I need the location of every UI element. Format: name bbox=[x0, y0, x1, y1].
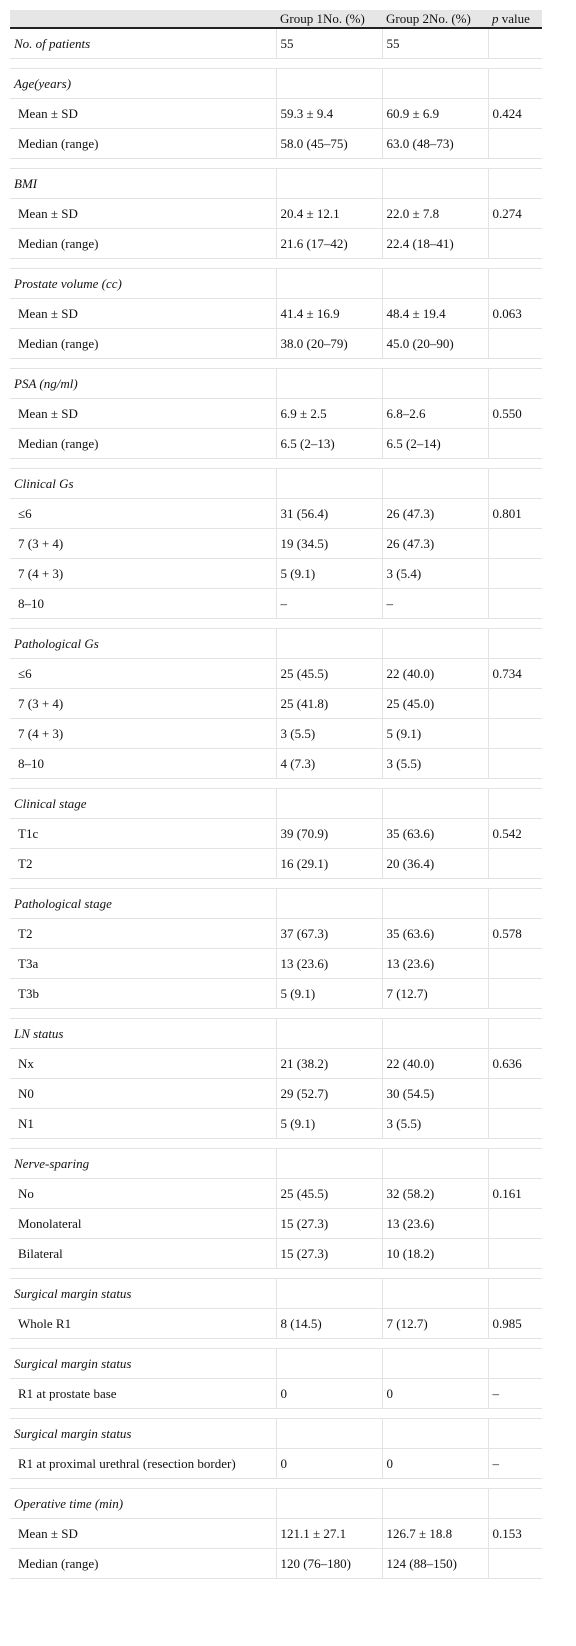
empty-cell bbox=[382, 1279, 488, 1309]
row-label: Bilateral bbox=[10, 1239, 276, 1269]
empty-cell bbox=[488, 1149, 542, 1179]
row-label: Mean ± SD bbox=[10, 299, 276, 329]
p-value bbox=[488, 849, 542, 879]
empty-cell bbox=[276, 1489, 382, 1519]
group-1-value: 4 (7.3) bbox=[276, 749, 382, 779]
group-1-value: 5 (9.1) bbox=[276, 979, 382, 1009]
spacer-cell bbox=[10, 779, 542, 789]
table-row bbox=[10, 129, 542, 159]
table-row bbox=[10, 1379, 542, 1409]
group-1-value: 37 (67.3) bbox=[276, 919, 382, 949]
group-1-value: 31 (56.4) bbox=[276, 499, 382, 529]
group-2-value: 7 (12.7) bbox=[382, 1309, 488, 1339]
p-value bbox=[488, 28, 542, 59]
table-row bbox=[10, 659, 542, 689]
spacer-cell bbox=[10, 59, 542, 69]
p-value bbox=[488, 1079, 542, 1109]
group-1-value: 21.6 (17–42) bbox=[276, 229, 382, 259]
table-row bbox=[10, 819, 542, 849]
spacer-row bbox=[10, 1409, 542, 1419]
empty-cell bbox=[276, 369, 382, 399]
p-value bbox=[488, 689, 542, 719]
header-p-value bbox=[488, 10, 542, 28]
row-label: R1 at proximal urethral (resection border) bbox=[10, 1449, 276, 1479]
group-2-value: 6.8–2.6 bbox=[382, 399, 488, 429]
table-row bbox=[10, 429, 542, 459]
group-2-value: 22 (40.0) bbox=[382, 659, 488, 689]
table-row bbox=[10, 28, 542, 59]
empty-cell bbox=[488, 269, 542, 299]
empty-cell bbox=[276, 1019, 382, 1049]
row-label: Median (range) bbox=[10, 429, 276, 459]
spacer-cell bbox=[10, 159, 542, 169]
section-header-row bbox=[10, 1279, 542, 1309]
row-label: T1c bbox=[10, 819, 276, 849]
patient-characteristics-table bbox=[10, 10, 542, 1579]
row-label: N0 bbox=[10, 1079, 276, 1109]
table-row bbox=[10, 299, 542, 329]
header-p-italic: p bbox=[492, 11, 499, 26]
section-header-row bbox=[10, 69, 542, 99]
empty-cell bbox=[276, 1149, 382, 1179]
group-2-value: – bbox=[382, 589, 488, 619]
header-label-column bbox=[10, 10, 276, 28]
p-value: 0.542 bbox=[488, 819, 542, 849]
header-group-1: Group 1No. (%) bbox=[276, 10, 382, 28]
group-2-value: 26 (47.3) bbox=[382, 529, 488, 559]
empty-cell bbox=[276, 169, 382, 199]
p-value: 0.801 bbox=[488, 499, 542, 529]
row-label: No bbox=[10, 1179, 276, 1209]
section-label: Surgical margin status bbox=[10, 1419, 276, 1449]
empty-cell bbox=[382, 1349, 488, 1379]
group-1-value: 58.0 (45–75) bbox=[276, 129, 382, 159]
group-2-value: 0 bbox=[382, 1449, 488, 1479]
table-row bbox=[10, 589, 542, 619]
p-value: 0.274 bbox=[488, 199, 542, 229]
group-2-value: 124 (88–150) bbox=[382, 1549, 488, 1579]
group-1-value: 8 (14.5) bbox=[276, 1309, 382, 1339]
spacer-row bbox=[10, 59, 542, 69]
group-2-value: 10 (18.2) bbox=[382, 1239, 488, 1269]
spacer-row bbox=[10, 1009, 542, 1019]
empty-cell bbox=[488, 169, 542, 199]
section-label: Pathological stage bbox=[10, 889, 276, 919]
p-value bbox=[488, 429, 542, 459]
table-row bbox=[10, 229, 542, 259]
section-label: LN status bbox=[10, 1019, 276, 1049]
table-row bbox=[10, 529, 542, 559]
p-value: – bbox=[488, 1449, 542, 1479]
empty-cell bbox=[488, 889, 542, 919]
empty-cell bbox=[276, 469, 382, 499]
p-value: 0.153 bbox=[488, 1519, 542, 1549]
row-label: Median (range) bbox=[10, 229, 276, 259]
group-1-value: 20.4 ± 12.1 bbox=[276, 199, 382, 229]
spacer-row bbox=[10, 159, 542, 169]
empty-cell bbox=[276, 1349, 382, 1379]
empty-cell bbox=[488, 1489, 542, 1519]
spacer-cell bbox=[10, 259, 542, 269]
table-row bbox=[10, 99, 542, 129]
spacer-row bbox=[10, 1339, 542, 1349]
group-1-value: 0 bbox=[276, 1379, 382, 1409]
section-header-row bbox=[10, 1149, 542, 1179]
section-header-row bbox=[10, 1489, 542, 1519]
spacer-row bbox=[10, 879, 542, 889]
group-2-value: 22.0 ± 7.8 bbox=[382, 199, 488, 229]
group-1-value: 6.9 ± 2.5 bbox=[276, 399, 382, 429]
p-value bbox=[488, 749, 542, 779]
table-body bbox=[10, 28, 542, 1579]
p-value: – bbox=[488, 1379, 542, 1409]
group-2-value: 25 (45.0) bbox=[382, 689, 488, 719]
group-1-value: 25 (45.5) bbox=[276, 1179, 382, 1209]
section-header-row bbox=[10, 1419, 542, 1449]
empty-cell bbox=[488, 629, 542, 659]
empty-cell bbox=[488, 1349, 542, 1379]
empty-cell bbox=[382, 889, 488, 919]
empty-cell bbox=[382, 1149, 488, 1179]
section-label: Clinical Gs bbox=[10, 469, 276, 499]
row-label: Whole R1 bbox=[10, 1309, 276, 1339]
section-header-row bbox=[10, 789, 542, 819]
group-1-value: 29 (52.7) bbox=[276, 1079, 382, 1109]
group-2-value: 6.5 (2–14) bbox=[382, 429, 488, 459]
spacer-cell bbox=[10, 619, 542, 629]
group-2-value: 7 (12.7) bbox=[382, 979, 488, 1009]
section-label: Age(years) bbox=[10, 69, 276, 99]
section-header-row bbox=[10, 889, 542, 919]
group-2-value: 5 (9.1) bbox=[382, 719, 488, 749]
spacer-row bbox=[10, 459, 542, 469]
table-row bbox=[10, 559, 542, 589]
section-header-row bbox=[10, 629, 542, 659]
group-1-value: 16 (29.1) bbox=[276, 849, 382, 879]
p-value: 0.063 bbox=[488, 299, 542, 329]
spacer-row bbox=[10, 1479, 542, 1489]
table-row bbox=[10, 1049, 542, 1079]
table-row bbox=[10, 1239, 542, 1269]
table-row bbox=[10, 199, 542, 229]
section-label: Prostate volume (cc) bbox=[10, 269, 276, 299]
empty-cell bbox=[382, 69, 488, 99]
group-2-value: 48.4 ± 19.4 bbox=[382, 299, 488, 329]
row-label: Median (range) bbox=[10, 129, 276, 159]
group-2-value: 22.4 (18–41) bbox=[382, 229, 488, 259]
group-1-value: 25 (45.5) bbox=[276, 659, 382, 689]
group-2-value: 0 bbox=[382, 1379, 488, 1409]
spacer-cell bbox=[10, 359, 542, 369]
p-value bbox=[488, 229, 542, 259]
table-container bbox=[10, 10, 542, 1579]
group-2-value: 45.0 (20–90) bbox=[382, 329, 488, 359]
group-1-value: 13 (23.6) bbox=[276, 949, 382, 979]
empty-cell bbox=[382, 269, 488, 299]
group-1-value: 0 bbox=[276, 1449, 382, 1479]
row-label: Mean ± SD bbox=[10, 399, 276, 429]
header-p-rest: value bbox=[498, 11, 530, 26]
p-value bbox=[488, 1209, 542, 1239]
empty-cell bbox=[488, 369, 542, 399]
section-label: Clinical stage bbox=[10, 789, 276, 819]
p-value bbox=[488, 719, 542, 749]
group-2-value: 35 (63.6) bbox=[382, 919, 488, 949]
empty-cell bbox=[382, 369, 488, 399]
group-2-value: 32 (58.2) bbox=[382, 1179, 488, 1209]
empty-cell bbox=[382, 629, 488, 659]
row-label: T3b bbox=[10, 979, 276, 1009]
row-label: Mean ± SD bbox=[10, 199, 276, 229]
table-row bbox=[10, 1209, 542, 1239]
group-2-value: 55 bbox=[382, 28, 488, 59]
table-row bbox=[10, 1549, 542, 1579]
empty-cell bbox=[276, 69, 382, 99]
section-header-row bbox=[10, 369, 542, 399]
row-label: ≤6 bbox=[10, 659, 276, 689]
row-label: T2 bbox=[10, 849, 276, 879]
group-2-value: 13 (23.6) bbox=[382, 949, 488, 979]
table-row bbox=[10, 979, 542, 1009]
row-label: Monolateral bbox=[10, 1209, 276, 1239]
empty-cell bbox=[488, 789, 542, 819]
empty-cell bbox=[382, 789, 488, 819]
group-1-value: 55 bbox=[276, 28, 382, 59]
empty-cell bbox=[276, 629, 382, 659]
empty-cell bbox=[276, 1419, 382, 1449]
section-header-row bbox=[10, 1349, 542, 1379]
p-value bbox=[488, 589, 542, 619]
p-value bbox=[488, 1239, 542, 1269]
table-row bbox=[10, 689, 542, 719]
table-row bbox=[10, 399, 542, 429]
p-value: 0.636 bbox=[488, 1049, 542, 1079]
empty-cell bbox=[382, 1419, 488, 1449]
empty-cell bbox=[488, 1279, 542, 1309]
p-value bbox=[488, 1109, 542, 1139]
p-value bbox=[488, 1549, 542, 1579]
spacer-row bbox=[10, 1139, 542, 1149]
row-label: ≤6 bbox=[10, 499, 276, 529]
group-1-value: 38.0 (20–79) bbox=[276, 329, 382, 359]
header-group-2: Group 2No. (%) bbox=[382, 10, 488, 28]
section-label: Operative time (min) bbox=[10, 1489, 276, 1519]
table-header bbox=[10, 10, 542, 28]
group-1-value: 15 (27.3) bbox=[276, 1239, 382, 1269]
p-value bbox=[488, 129, 542, 159]
table-row bbox=[10, 1109, 542, 1139]
empty-cell bbox=[488, 69, 542, 99]
row-label: Mean ± SD bbox=[10, 1519, 276, 1549]
table-row bbox=[10, 1179, 542, 1209]
p-value: 0.550 bbox=[488, 399, 542, 429]
empty-cell bbox=[276, 1279, 382, 1309]
empty-cell bbox=[488, 1019, 542, 1049]
spacer-cell bbox=[10, 1009, 542, 1019]
empty-cell bbox=[276, 269, 382, 299]
p-value bbox=[488, 559, 542, 589]
row-label: 7 (4 + 3) bbox=[10, 719, 276, 749]
row-label: 7 (3 + 4) bbox=[10, 529, 276, 559]
group-2-value: 63.0 (48–73) bbox=[382, 129, 488, 159]
section-header-row bbox=[10, 269, 542, 299]
spacer-row bbox=[10, 779, 542, 789]
table-row bbox=[10, 1519, 542, 1549]
group-2-value: 60.9 ± 6.9 bbox=[382, 99, 488, 129]
p-value bbox=[488, 949, 542, 979]
spacer-cell bbox=[10, 1339, 542, 1349]
section-header-row bbox=[10, 1019, 542, 1049]
group-1-value: 5 (9.1) bbox=[276, 1109, 382, 1139]
spacer-cell bbox=[10, 1409, 542, 1419]
table-row bbox=[10, 919, 542, 949]
row-label: Nx bbox=[10, 1049, 276, 1079]
spacer-row bbox=[10, 1269, 542, 1279]
p-value: 0.985 bbox=[488, 1309, 542, 1339]
empty-cell bbox=[276, 889, 382, 919]
group-2-value: 20 (36.4) bbox=[382, 849, 488, 879]
row-label: 7 (3 + 4) bbox=[10, 689, 276, 719]
table-row bbox=[10, 1079, 542, 1109]
spacer-row bbox=[10, 619, 542, 629]
group-1-value: 3 (5.5) bbox=[276, 719, 382, 749]
p-value bbox=[488, 529, 542, 559]
group-2-value: 3 (5.4) bbox=[382, 559, 488, 589]
spacer-row bbox=[10, 259, 542, 269]
section-label: PSA (ng/ml) bbox=[10, 369, 276, 399]
group-1-value: – bbox=[276, 589, 382, 619]
row-label: 7 (4 + 3) bbox=[10, 559, 276, 589]
row-label: R1 at prostate base bbox=[10, 1379, 276, 1409]
table-row bbox=[10, 849, 542, 879]
group-2-value: 35 (63.6) bbox=[382, 819, 488, 849]
group-1-value: 39 (70.9) bbox=[276, 819, 382, 849]
row-label: T3a bbox=[10, 949, 276, 979]
row-label: 8–10 bbox=[10, 589, 276, 619]
group-1-value: 5 (9.1) bbox=[276, 559, 382, 589]
group-2-value: 3 (5.5) bbox=[382, 1109, 488, 1139]
table-row bbox=[10, 329, 542, 359]
p-value: 0.578 bbox=[488, 919, 542, 949]
table-row bbox=[10, 949, 542, 979]
section-label: BMI bbox=[10, 169, 276, 199]
row-label: Median (range) bbox=[10, 329, 276, 359]
group-1-value: 6.5 (2–13) bbox=[276, 429, 382, 459]
group-1-value: 121.1 ± 27.1 bbox=[276, 1519, 382, 1549]
empty-cell bbox=[488, 469, 542, 499]
row-label: Median (range) bbox=[10, 1549, 276, 1579]
section-label: Surgical margin status bbox=[10, 1349, 276, 1379]
spacer-cell bbox=[10, 879, 542, 889]
section-label: Surgical margin status bbox=[10, 1279, 276, 1309]
section-header-row bbox=[10, 469, 542, 499]
group-1-value: 19 (34.5) bbox=[276, 529, 382, 559]
spacer-cell bbox=[10, 1139, 542, 1149]
section-label: Pathological Gs bbox=[10, 629, 276, 659]
group-1-value: 120 (76–180) bbox=[276, 1549, 382, 1579]
section-label: Nerve-sparing bbox=[10, 1149, 276, 1179]
spacer-cell bbox=[10, 1269, 542, 1279]
empty-cell bbox=[488, 1419, 542, 1449]
p-value bbox=[488, 979, 542, 1009]
group-2-value: 126.7 ± 18.8 bbox=[382, 1519, 488, 1549]
empty-cell bbox=[382, 1489, 488, 1519]
p-value: 0.161 bbox=[488, 1179, 542, 1209]
row-label: T2 bbox=[10, 919, 276, 949]
spacer-cell bbox=[10, 459, 542, 469]
group-2-value: 30 (54.5) bbox=[382, 1079, 488, 1109]
row-label: N1 bbox=[10, 1109, 276, 1139]
empty-cell bbox=[276, 789, 382, 819]
group-1-value: 21 (38.2) bbox=[276, 1049, 382, 1079]
group-1-value: 15 (27.3) bbox=[276, 1209, 382, 1239]
row-label: 8–10 bbox=[10, 749, 276, 779]
spacer-row bbox=[10, 359, 542, 369]
row-label: Mean ± SD bbox=[10, 99, 276, 129]
table-row bbox=[10, 499, 542, 529]
row-label: No. of patients bbox=[10, 28, 276, 59]
group-1-value: 41.4 ± 16.9 bbox=[276, 299, 382, 329]
empty-cell bbox=[382, 469, 488, 499]
header-row bbox=[10, 10, 542, 28]
section-header-row bbox=[10, 169, 542, 199]
group-1-value: 25 (41.8) bbox=[276, 689, 382, 719]
group-2-value: 13 (23.6) bbox=[382, 1209, 488, 1239]
group-2-value: 3 (5.5) bbox=[382, 749, 488, 779]
empty-cell bbox=[382, 169, 488, 199]
empty-cell bbox=[382, 1019, 488, 1049]
spacer-cell bbox=[10, 1479, 542, 1489]
table-row bbox=[10, 1309, 542, 1339]
p-value: 0.424 bbox=[488, 99, 542, 129]
table-row bbox=[10, 1449, 542, 1479]
table-row bbox=[10, 719, 542, 749]
group-2-value: 22 (40.0) bbox=[382, 1049, 488, 1079]
table-row bbox=[10, 749, 542, 779]
p-value: 0.734 bbox=[488, 659, 542, 689]
group-2-value: 26 (47.3) bbox=[382, 499, 488, 529]
p-value bbox=[488, 329, 542, 359]
group-1-value: 59.3 ± 9.4 bbox=[276, 99, 382, 129]
